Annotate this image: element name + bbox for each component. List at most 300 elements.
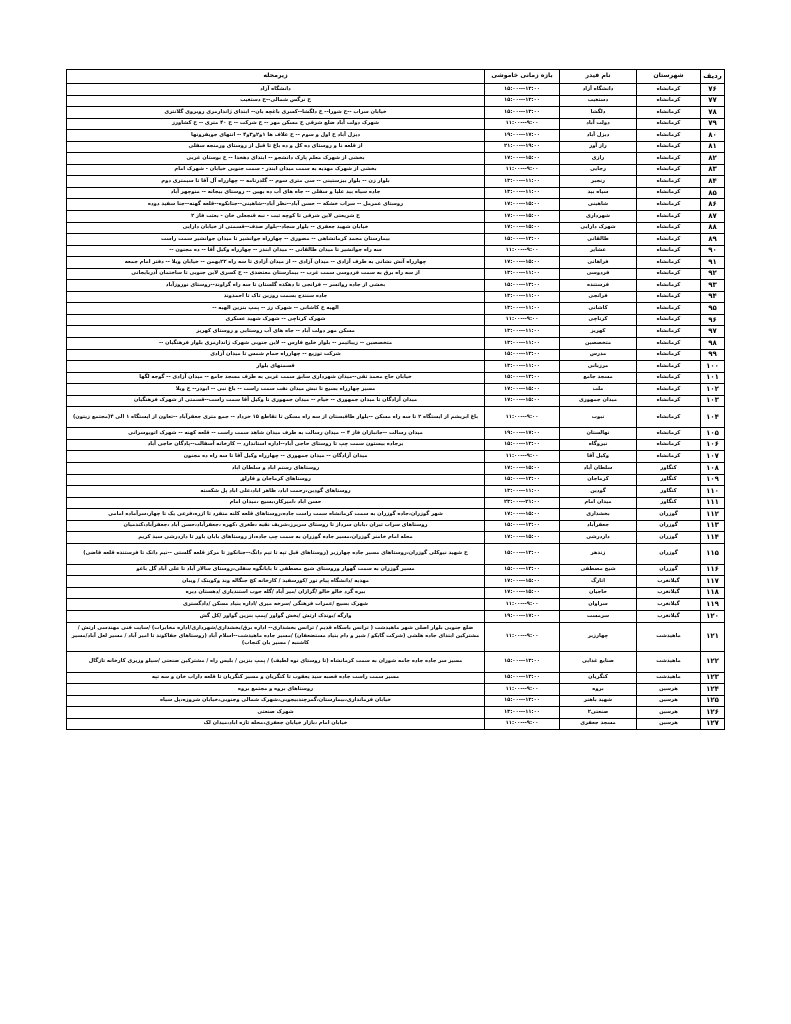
- row-index: ۱۱۴: [701, 532, 725, 544]
- table-row: [67, 587, 725, 599]
- row-index: ۸۰: [701, 130, 725, 142]
- row-area: الهیه خ کاشانی -- شهرک رز -- پمپ بنزین الهیه --: [67, 303, 485, 315]
- row-index: ۱۰۳: [701, 395, 725, 407]
- row-time: ۱۱:۰۰---۹:۰۰: [485, 314, 560, 326]
- row-index: ۹۰: [701, 245, 725, 257]
- row-feeder: گودین: [560, 486, 637, 498]
- row-area: مسکن مهر دولت آباد -- جاه های آب روستایی و روستای کهریز: [67, 326, 485, 338]
- row-city: کرمانشاه: [637, 384, 701, 396]
- table-row: [67, 428, 725, 440]
- row-city: کرمانشاه: [637, 245, 701, 257]
- row-city: کرمانشاه: [637, 268, 701, 280]
- row-area: خیابان فرمانداری،بیمارستان،گمرچندبیجوبی،شهرک شمالی وجنوبی،خیابان شروزه،پل سیاه: [67, 695, 485, 707]
- row-area: مسیر سمت راست جاده قصبه سید یعقوب تا کنگریان و مسیر کنگریان تا قلعه داراب خان و سه تپه: [67, 672, 485, 684]
- row-index: ۱۰۱: [701, 372, 725, 384]
- row-city: گوزران: [637, 509, 701, 521]
- row-area: شهرک بسیج /عمرات فرهنگی /سرخه میری /اداره بنیاد مسکن /دادگستری: [67, 599, 485, 611]
- row-time: ۱۵:۰۰---۱۳:۰۰: [485, 372, 560, 384]
- row-time: ۱۹:۰۰---۱۷:۰۰: [485, 610, 560, 622]
- row-time: ۱۱:۰۰---۹:۰۰: [485, 684, 560, 696]
- row-city: کرمانشاه: [637, 407, 701, 428]
- row-city: گیلانغرب: [637, 610, 701, 622]
- table-row: [67, 222, 725, 234]
- row-area: خ شریعتی لاین شرقی تا کوچه ثبت - نبه قنجعلی خان - بعثت فاز ۲: [67, 211, 485, 223]
- row-time: ۱۳:۰۰---۱۱:۰۰: [485, 326, 560, 338]
- row-area: روستاهای کرماجان و فارلق: [67, 474, 485, 486]
- row-index: ۱۰۷: [701, 451, 725, 463]
- row-index: ۸۶: [701, 199, 725, 211]
- row-city: کرمانشاه: [637, 280, 701, 292]
- row-feeder: سلطان آباد: [560, 462, 637, 474]
- table-row: [67, 543, 725, 564]
- row-time: ۱۵:۰۰---۱۳:۰۰: [485, 349, 560, 361]
- row-index: ۱۱۲: [701, 509, 725, 521]
- row-city: کرمانشاه: [637, 439, 701, 451]
- row-area: روستاهای گودین،رحمت اباد، ظاهر اباد،علی اباد پل شکسته: [67, 486, 485, 498]
- row-area: بخشی از جاده رواتسر -- فرانجی تا دهکده گلستان تا سه راه گراوند--روستای نوروزآباد: [67, 280, 485, 292]
- row-time: ۱۷:۰۰---۱۵:۰۰: [485, 395, 560, 407]
- row-index: ۱۰۲: [701, 384, 725, 396]
- row-area: چهارراه آتش نشانی به طرف آزادی -- میدان آزادی -- از میدان آزادی تا سه راه ۲۲بهمن -- خیابان ویلا -- دفتر امام جمعه: [67, 257, 485, 269]
- row-feeder: فرانجی: [560, 291, 637, 303]
- row-index: ۸۸: [701, 222, 725, 234]
- table-row: [67, 326, 725, 338]
- row-index: ۱۱۳: [701, 520, 725, 532]
- row-feeder: مدرس: [560, 349, 637, 361]
- row-time: ۱۷:۰۰---۱۵:۰۰: [485, 153, 560, 165]
- row-time: ۲۳:۰۰---۲۱:۰۰: [485, 497, 560, 509]
- row-city: کرمانشاه: [637, 338, 701, 350]
- row-feeder: فراهانی: [560, 257, 637, 269]
- row-time: ۱۵:۰۰---۱۳:۰۰: [485, 543, 560, 564]
- table-row: [67, 395, 725, 407]
- row-index: ۱۱۹: [701, 599, 725, 611]
- row-city: گیلانغرب: [637, 587, 701, 599]
- table-row: [67, 245, 725, 257]
- row-time: ۱۹:۰۰---۱۷:۰۰: [485, 130, 560, 142]
- row-time: ۱۳:۰۰---۱۱:۰۰: [485, 303, 560, 315]
- row-city: کنگاور: [637, 474, 701, 486]
- table-row: [67, 610, 725, 622]
- row-feeder: حاجیان: [560, 587, 637, 599]
- row-feeder: صنایع غذایی: [560, 651, 637, 672]
- table-row: [67, 176, 725, 188]
- row-city: گیلانغرب: [637, 599, 701, 611]
- table-row: [67, 718, 725, 730]
- row-time: ۱۵:۰۰---۱۳:۰۰: [485, 234, 560, 246]
- row-time: ۱۳:۰۰---۱۱:۰۰: [485, 361, 560, 373]
- row-city: کرمانشاه: [637, 291, 701, 303]
- row-time: ۱۳:۰۰---۱۱:۰۰: [485, 338, 560, 350]
- row-city: کرمانشاه: [637, 153, 701, 165]
- row-area: مسیر گوزران به سمت گهوار وروستای شیخ مصطفی تا بابانگوه سفلی،روستای سالار آباد تا علی آباد گل باغو: [67, 564, 485, 576]
- table-row: [67, 361, 725, 373]
- row-feeder: بخشداری: [560, 509, 637, 521]
- row-time: ۱۱:۰۰---۹:۰۰: [485, 245, 560, 257]
- header-area: زیرمحله: [67, 70, 485, 84]
- row-city: کرمانشاه: [637, 372, 701, 384]
- row-city: کرمانشاه: [637, 187, 701, 199]
- header-time: بازه زمانی خاموشی: [485, 70, 560, 84]
- table-row: [67, 451, 725, 463]
- row-index: ۱۱۶: [701, 564, 725, 576]
- row-index: ۹۵: [701, 303, 725, 315]
- row-feeder: اتارگ: [560, 576, 637, 588]
- table-row: [67, 118, 725, 130]
- row-time: ۱۷:۰۰---۱۵:۰۰: [485, 576, 560, 588]
- row-area: خ نرگس شمالی--خ دستغیب: [67, 95, 485, 107]
- row-time: ۱۵:۰۰---۱۳:۰۰: [485, 651, 560, 672]
- row-time: ۱۱:۰۰---۹:۰۰: [485, 622, 560, 651]
- row-feeder: شهرک دارایی: [560, 222, 637, 234]
- row-area: میدان رسالت --جانبازان فاز ۴ -- میدان رسالت به طرف میدان شاهد سمت راست -- قلعه کهنه -- شهرک اتوبوسرانی: [67, 428, 485, 440]
- row-index: ۱۰۹: [701, 474, 725, 486]
- row-index: ۱۰۰: [701, 361, 725, 373]
- row-feeder: داردرشی: [560, 532, 637, 544]
- row-area: باغ ابریشم از ایستگاه ۲ تا سه راه مسکن --بلوار طاقبستان از سه راه مسکن تا تقاطع ۱۵ خرداد -- جمع متری جعفرآباد --تعاون از ایستگاه ۱ الی ۴(مجتمع زیتون): [67, 407, 485, 428]
- table-row: [67, 486, 725, 498]
- table-row: [67, 407, 725, 428]
- row-area: خ شهید نیوکلی گوزران،روستاهای مسیر جاده چهارزبر (روستاهای قبل تپه تا تیم دانگ--جنانکوز تا مرکز قلعه گلستی --نیم دانک تا فرستنده قلعه قاضی): [67, 543, 485, 564]
- row-area: خیابان سراب --خ شورا-- خ دلگشا--کسری باغچه بان-- ابتدای ژاندارمری روبروی گلانتری: [67, 107, 485, 119]
- row-time: ۱۵:۰۰---۱۳:۰۰: [485, 672, 560, 684]
- row-city: کرمانشاه: [637, 130, 701, 142]
- row-area: میدان آزادگان تا میدان جمهوری -- خیام -- میدان جمهوری تا وکیل آقا سمت راست--قسمتی از شهرک فرهنگیان: [67, 395, 485, 407]
- row-area: شهرک صنعتی: [67, 707, 485, 719]
- table-row: [67, 462, 725, 474]
- table-row: [67, 141, 725, 153]
- row-time: ۲۱:۰۰---۱۹:۰۰: [485, 141, 560, 153]
- row-index: ۷۸: [701, 107, 725, 119]
- row-feeder: شهید باهنر: [560, 695, 637, 707]
- row-city: کرمانشاه: [637, 118, 701, 130]
- row-time: ۱۹:۰۰---۱۷:۰۰: [485, 428, 560, 440]
- row-index: ۱۱۷: [701, 576, 725, 588]
- table-row: [67, 84, 725, 96]
- row-index: ۱۲۵: [701, 695, 725, 707]
- table-row: [67, 439, 725, 451]
- row-city: هرسین: [637, 695, 701, 707]
- row-feeder: مسجد جعفری: [560, 718, 637, 730]
- table-row: [67, 187, 725, 199]
- row-time: ۱۵:۰۰---۱۳:۰۰: [485, 695, 560, 707]
- row-area: از قلعه نا و روستای ده کل و ده باغ تا قبل از روستای ورمنجه سفلی: [67, 141, 485, 153]
- row-feeder: ملت: [560, 384, 637, 396]
- row-feeder: کرماجان: [560, 474, 637, 486]
- row-time: ۱۵:۰۰---۱۳:۰۰: [485, 84, 560, 96]
- table-row: [67, 384, 725, 396]
- table-row: [67, 622, 725, 651]
- row-time: ۱۵:۰۰---۱۳:۰۰: [485, 520, 560, 532]
- row-index: ۹۹: [701, 349, 725, 361]
- row-index: ۷۷: [701, 95, 725, 107]
- table-row: [67, 509, 725, 521]
- table-row: [67, 303, 725, 315]
- row-feeder: کنگریان: [560, 672, 637, 684]
- row-time: ۱۷:۰۰---۱۵:۰۰: [485, 257, 560, 269]
- row-index: ۸۲: [701, 153, 725, 165]
- table-row: [67, 234, 725, 246]
- row-area: بیمارستان محمد کرمانشاهی -- مصوری -- چهارراه جوانشیر تا میدان جوانشیر سمت راست: [67, 234, 485, 246]
- row-city: کرمانشاه: [637, 428, 701, 440]
- table-row: [67, 684, 725, 696]
- row-area: از سه راه برق به سمت فردوسی سمت غرب -- بیمارستان معتضدی -- خ کسری لاین جنوبی تا ساختمان آذربایجانی: [67, 268, 485, 280]
- table-row: [67, 349, 725, 361]
- table-row: [67, 268, 725, 280]
- row-city: گیلانغرب: [637, 576, 701, 588]
- row-city: کنگاور: [637, 497, 701, 509]
- row-city: گوزران: [637, 543, 701, 564]
- table-row: [67, 291, 725, 303]
- table-row: [67, 564, 725, 576]
- row-area: خیابان امام ،بازار خیابان جعفری،محله تازه اباد،میدان لک: [67, 718, 485, 730]
- row-time: ۱۱:۰۰---۹:۰۰: [485, 599, 560, 611]
- row-time: ۱۵:۰۰---۱۳:۰۰: [485, 107, 560, 119]
- table-row: [67, 599, 725, 611]
- row-time: ۱۷:۰۰---۱۵:۰۰: [485, 587, 560, 599]
- row-index: ۱۰۵: [701, 428, 725, 440]
- row-feeder: مسجد جامع: [560, 372, 637, 384]
- row-city: کرمانشاه: [637, 199, 701, 211]
- row-time: ۱۱:۰۰---۹:۰۰: [485, 118, 560, 130]
- row-index: ۱۰۴: [701, 407, 725, 428]
- row-index: ۸۴: [701, 176, 725, 188]
- row-area: وارگه /بوندک ارتش /بخش گواور /پمپ بنزین گواور /کل گش: [67, 610, 485, 622]
- row-time: ۱۵:۰۰---۱۳:۰۰: [485, 95, 560, 107]
- row-area: مسیر سر جاده جاده جامه شوران به سمت کرمانشاه (تا روستای نوه لطیف) / پمپ بنزین / بلیس راه / مشترکین صنعتی /سیلو وزیری کارخانه تازگال: [67, 651, 485, 672]
- row-city: کرمانشاه: [637, 395, 701, 407]
- row-area: شهر گوزران،جاده گوزران به سمت کرمانشاه سمت راست جاده،روستاهای قلعه کلنه منفرد تا ازره،فرعی یک تا چهار،سرآماده امامی: [67, 509, 485, 521]
- row-city: هرسین: [637, 718, 701, 730]
- row-city: کرمانشاه: [637, 303, 701, 315]
- row-time: ۱۷:۰۰---۱۵:۰۰: [485, 509, 560, 521]
- row-feeder: جعفرآباد: [560, 520, 637, 532]
- row-time: ۱۵:۰۰---۱۳:۰۰: [485, 280, 560, 292]
- row-feeder: رازی: [560, 153, 637, 165]
- table-row: [67, 651, 725, 672]
- row-index: ۱۲۷: [701, 718, 725, 730]
- row-feeder: زندهر: [560, 543, 637, 564]
- table-row: [67, 280, 725, 292]
- row-index: ۹۶: [701, 314, 725, 326]
- row-area: بلوار زن -- بلوار بیزستینی -- سی متری سوم -- گلدرنامه -- چهارراه آل آقا تا سیمتری دوم: [67, 176, 485, 188]
- row-area: قسمتهای بلوار: [67, 361, 485, 373]
- row-city: کرمانشاه: [637, 349, 701, 361]
- row-time: ۱۳:۰۰---۱۱:۰۰: [485, 486, 560, 498]
- row-time: ۱۳:۰۰---۱۱:۰۰: [485, 187, 560, 199]
- row-area: ضلع جنوبی بلوار اصلی شهر ماهیدشت ( ترانس باسکاه قدیم / ترانس بخشداری-- اداره برق/بخشداری/شهرداری/اداره مخابرات) /سایت فنی مهندسی ارتش / مشترکین ابتدای جاده هلشی (شرکت گابکو / شیر و دام بنیاد مستضعفان) /مسیر جاده ماهیدشت--اسلام آباد (روستاهای جفاکوند تا امیر آباد / مسیر لعل آباد/مسیر کاشنبه / مسیر بان کنجاب): [67, 622, 485, 651]
- table-row: [67, 532, 725, 544]
- row-feeder: متخصصین: [560, 338, 637, 350]
- table-row: [67, 372, 725, 384]
- table-row: [67, 497, 725, 509]
- row-time: ۱۱:۰۰---۹:۰۰: [485, 718, 560, 730]
- row-feeder: رنجبر: [560, 176, 637, 188]
- row-area: حسن اباد ،امیرکار،بسیج ،میدان امام: [67, 497, 485, 509]
- row-feeder: عشایر: [560, 245, 637, 257]
- row-index: ۹۴: [701, 291, 725, 303]
- row-feeder: سرمست: [560, 610, 637, 622]
- row-time: ۱۷:۰۰---۱۵:۰۰: [485, 222, 560, 234]
- row-city: کرمانشاه: [637, 361, 701, 373]
- row-city: گوزران: [637, 532, 701, 544]
- row-feeder: رجایی: [560, 164, 637, 176]
- row-city: کرمانشاه: [637, 141, 701, 153]
- table-header-row: [67, 70, 725, 84]
- row-index: ۸۵: [701, 187, 725, 199]
- row-time: ۱۵:۰۰---۱۳:۰۰: [485, 474, 560, 486]
- row-index: ۱۲۱: [701, 622, 725, 651]
- row-city: هرسین: [637, 684, 701, 696]
- row-time: ۱۱:۰۰---۹:۰۰: [485, 451, 560, 463]
- row-feeder: دلگشا: [560, 107, 637, 119]
- row-index: ۱۰۶: [701, 439, 725, 451]
- row-time: ۱۷:۰۰---۱۵:۰۰: [485, 462, 560, 474]
- row-time: ۱۳:۰۰---۱۱:۰۰: [485, 268, 560, 280]
- row-feeder: شهرداری: [560, 211, 637, 223]
- row-area: بخشی از شهرک مهدیه به سمت میدان ابنذر - سمت جنوبی خیابان - شهرک امام: [67, 164, 485, 176]
- row-area: شهرک دولت آباد ضلع شرقی خ مسکن مهر -- خ شرکت -- خ ۴۰ متری -- خ کشاورز: [67, 118, 485, 130]
- table-row: [67, 199, 725, 211]
- row-area: جاده سنندج بسمت روزبن تاک تا احمدوند: [67, 291, 485, 303]
- row-feeder: کاشانی: [560, 303, 637, 315]
- row-index: ۷۶: [701, 84, 725, 96]
- table-row: [67, 153, 725, 165]
- table-row: [67, 211, 725, 223]
- row-area: میدان آزادگان -- میدان جمهوری -- چهارراه وکیل آقا تا سه راه ده مجنون: [67, 451, 485, 463]
- row-feeder: سیاه بید: [560, 187, 637, 199]
- row-city: ماهیدشت: [637, 672, 701, 684]
- row-index: ۹۷: [701, 326, 725, 338]
- row-area: بیره گرد خالو خالو /گرازان /میر آباد /گله جوب استندیاری /دهستان دیره: [67, 587, 485, 599]
- row-city: کرمانشاه: [637, 326, 701, 338]
- row-city: کرمانشاه: [637, 222, 701, 234]
- row-index: ۱۲۶: [701, 707, 725, 719]
- row-city: کنگاور: [637, 462, 701, 474]
- row-time: ۱۷:۰۰---۱۵:۰۰: [485, 199, 560, 211]
- row-city: کرمانشاه: [637, 257, 701, 269]
- row-city: کرمانشاه: [637, 234, 701, 246]
- row-index: ۹۲: [701, 268, 725, 280]
- row-area: دانشگاه آزاد: [67, 84, 485, 96]
- row-area: خیابان حاج محمد تقی--میدان شهرداری سابق سمت غربی به طرف مسجد جامع -- میدان آزادی -- گوجه لگها: [67, 372, 485, 384]
- table-row: [67, 338, 725, 350]
- table-row: [67, 695, 725, 707]
- row-feeder: شیخ مصطفی: [560, 564, 637, 576]
- row-index: ۸۹: [701, 234, 725, 246]
- row-area: جاده سیاه بید علیا و سفلی -- جاه های آب ده بهین -- روستای بیجانه -- منوچهر آباد: [67, 187, 485, 199]
- row-index: ۱۱۰: [701, 486, 725, 498]
- row-area: روستاهای رستم اباد و سلطان اباد: [67, 462, 485, 474]
- row-index: ۱۱۱: [701, 497, 725, 509]
- row-index: ۸۳: [701, 164, 725, 176]
- table-row: [67, 576, 725, 588]
- table-row: [67, 107, 725, 119]
- row-feeder: فرستنده: [560, 280, 637, 292]
- row-feeder: نبوت: [560, 407, 637, 428]
- row-city: ماهیدشت: [637, 622, 701, 651]
- row-time: ۱۷:۰۰---۱۵:۰۰: [485, 532, 560, 544]
- row-time: ۱۱:۰۰---۹:۰۰: [485, 164, 560, 176]
- row-city: کرمانشاه: [637, 176, 701, 188]
- row-index: ۱۲۲: [701, 651, 725, 672]
- row-area: برجاده بیستون سمت چپ تا روستای حاجی آباد--اداره استاندارد -- کارخانه آسفالت--پادگان حاجی آباد: [67, 439, 485, 451]
- row-time: ۱۵:۰۰---۱۳:۰۰: [485, 564, 560, 576]
- table-row: [67, 520, 725, 532]
- row-area: محله امام خامنر گوزران،مسیر جاده گوزران به سمت چپ جاده،از روستاهای بابان باور تا داردرشی سید کریم: [67, 532, 485, 544]
- row-index: ۹۱: [701, 257, 725, 269]
- row-city: گوزران: [637, 564, 701, 576]
- row-feeder: مرزبانی: [560, 361, 637, 373]
- row-feeder: کهریز: [560, 326, 637, 338]
- header-feeder: نام فیدر: [560, 70, 637, 84]
- row-city: کرمانشاه: [637, 451, 701, 463]
- row-area: شهرک کرناچی -- شهرک شهید عسکری: [67, 314, 485, 326]
- row-feeder: نیروگاه: [560, 439, 637, 451]
- row-feeder: بروه: [560, 684, 637, 696]
- row-time: ۱۷:۰۰---۱۵:۰۰: [485, 211, 560, 223]
- row-area: مهدیه /دانشگاه پیام نور /کورسفید / کارخانه کچ جنگاله وند وکوینک / ویبان: [67, 576, 485, 588]
- row-time: ۱۱:۰۰---۹:۰۰: [485, 407, 560, 428]
- row-city: کرمانشاه: [637, 84, 701, 96]
- row-city: هرسین: [637, 707, 701, 719]
- row-index: ۱۲۰: [701, 610, 725, 622]
- row-feeder: دیزل آباد: [560, 130, 637, 142]
- header-idx: ردیف: [701, 70, 725, 84]
- row-feeder: صنعتی۲: [560, 707, 637, 719]
- row-feeder: شاهینی: [560, 199, 637, 211]
- row-index: ۸۷: [701, 211, 725, 223]
- table-body: [67, 84, 725, 730]
- row-time: ۱۷:۰۰---۱۵:۰۰: [485, 384, 560, 396]
- row-area: مسیر چهارراه بسیج تا نبش میدان نفت سمت راست -- باغ نبی -- ابوذر-- خ ویلا: [67, 384, 485, 396]
- row-city: کنگاور: [637, 486, 701, 498]
- table-row: [67, 95, 725, 107]
- row-area: روستاهای سراب تیران ،بابان سرداز تا روستای سربرز،شریف نقیه ،طغری ،کهره ،جعفرآباد،حسن آباد ،جعفرآباد،کندمیان: [67, 520, 485, 532]
- table-row: [67, 314, 725, 326]
- row-index: ۱۱۵: [701, 543, 725, 564]
- outage-table: [66, 69, 725, 730]
- row-feeder: راز آور: [560, 141, 637, 153]
- table-row: [67, 164, 725, 176]
- row-index: ۱۲۳: [701, 672, 725, 684]
- row-city: کرمانشاه: [637, 107, 701, 119]
- row-feeder: سراوان: [560, 599, 637, 611]
- row-city: کرمانشاه: [637, 314, 701, 326]
- table-row: [67, 707, 725, 719]
- row-area: روستاهای بروه و مجتمع بروه: [67, 684, 485, 696]
- row-city: کرمانشاه: [637, 95, 701, 107]
- row-index: ۱۱۸: [701, 587, 725, 599]
- table-row: [67, 257, 725, 269]
- row-time: ۱۳:۰۰---۱۱:۰۰: [485, 707, 560, 719]
- row-area: متخصصین -- زیبائیمر -- بلوار خلیج فارس -- لاین جنوبی شهرک ژاندارمری بلوار فرهنگیان --: [67, 338, 485, 350]
- row-area: شرکت توزیع -- چهارراه حمام شمس تا میدان آزادی: [67, 349, 485, 361]
- row-city: ماهیدشت: [637, 651, 701, 672]
- row-city: کرمانشاه: [637, 164, 701, 176]
- table-row: [67, 130, 725, 142]
- row-city: گوزران: [637, 520, 701, 532]
- row-feeder: فردوسی: [560, 268, 637, 280]
- row-area: دیزل آباد خ اول و سوم -- خ علاف ها ۱و۲و۳و۴ -- انتهای جویفرونها: [67, 130, 485, 142]
- row-area: روستای عمرمل -- سراب خشکه -- حسن آباد--نظر آباد--شاهینی--جنانکوه--قلعه گهنه--جنا سفید دوده: [67, 199, 485, 211]
- row-feeder: دستغیب: [560, 95, 637, 107]
- row-feeder: نهالستان: [560, 428, 637, 440]
- row-index: ۸۱: [701, 141, 725, 153]
- row-feeder: دانشگاه آزاد: [560, 84, 637, 96]
- row-index: ۹۳: [701, 280, 725, 292]
- header-city: شهرستان: [637, 70, 701, 84]
